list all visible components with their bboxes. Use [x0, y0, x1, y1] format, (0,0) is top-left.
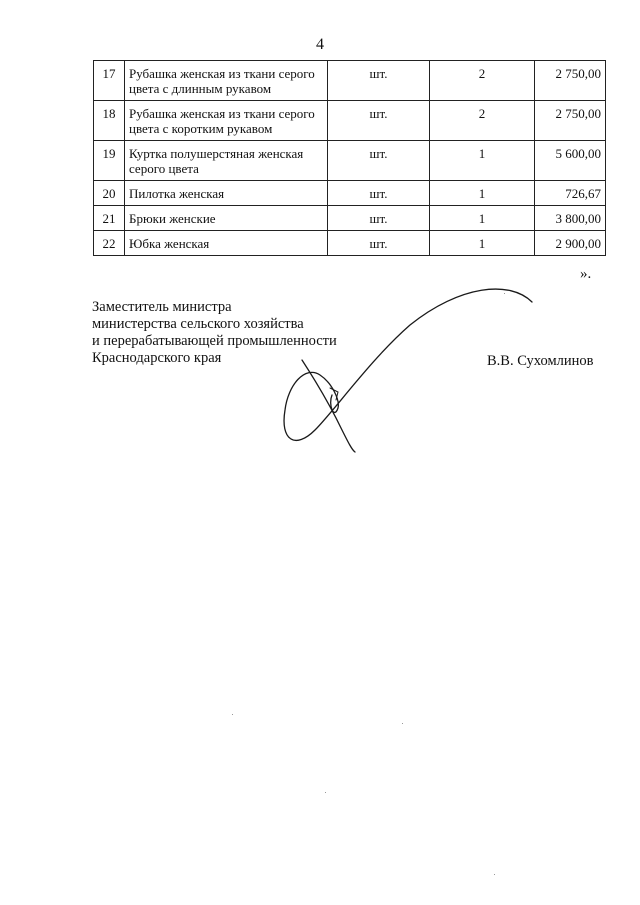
signatory-title-line: и перерабатывающей промышленности	[92, 333, 337, 349]
item-unit: шт.	[328, 206, 430, 231]
item-unit: шт.	[328, 231, 430, 256]
item-name: Юбка женская	[125, 231, 328, 256]
row-number: 18	[94, 101, 125, 141]
scan-speck	[402, 723, 403, 724]
item-price: 2 750,00	[535, 101, 606, 141]
item-unit: шт.	[328, 181, 430, 206]
item-name: Куртка полушерстяная женская серого цвета	[125, 141, 328, 181]
item-unit: шт.	[328, 101, 430, 141]
signatory-title-line: Заместитель министра	[92, 299, 232, 315]
item-name: Брюки женские	[125, 206, 328, 231]
item-price: 2 750,00	[535, 61, 606, 101]
signature-stroke	[302, 360, 355, 452]
item-price: 726,67	[535, 181, 606, 206]
item-quantity: 1	[430, 206, 535, 231]
item-name: Пилотка женская	[125, 181, 328, 206]
row-number: 20	[94, 181, 125, 206]
table-row	[94, 101, 606, 141]
item-quantity: 2	[430, 61, 535, 101]
item-unit: шт.	[328, 61, 430, 101]
closing-quote: ».	[580, 266, 592, 282]
item-name: Рубашка женская из ткани серого цвета с длинным рукавом	[125, 61, 328, 101]
scan-speck	[232, 714, 233, 715]
item-unit: шт.	[328, 141, 430, 181]
item-quantity: 1	[430, 181, 535, 206]
table-row	[94, 231, 606, 256]
scan-speck	[504, 293, 505, 294]
item-price: 5 600,00	[535, 141, 606, 181]
row-number: 21	[94, 206, 125, 231]
handwritten-signature	[260, 280, 560, 470]
scan-speck	[325, 792, 326, 793]
item-price: 3 800,00	[535, 206, 606, 231]
row-number: 19	[94, 141, 125, 181]
table-row	[94, 206, 606, 231]
table-row	[94, 141, 606, 181]
scan-speck	[494, 874, 495, 875]
row-number: 22	[94, 231, 125, 256]
table-row	[94, 181, 606, 206]
item-quantity: 1	[430, 141, 535, 181]
row-number: 17	[94, 61, 125, 101]
items-table	[93, 60, 606, 256]
item-price: 2 900,00	[535, 231, 606, 256]
item-quantity: 2	[430, 101, 535, 141]
signatory-title-line: Краснодарского края	[92, 350, 222, 366]
item-name: Рубашка женская из ткани серого цвета с коротким рукавом	[125, 101, 328, 141]
table-row	[94, 61, 606, 101]
page-number: 4	[316, 36, 324, 53]
signatory-title-line: министерства сельского хозяйства	[92, 316, 304, 332]
item-quantity: 1	[430, 231, 535, 256]
signer-name: В.В. Сухомлинов	[487, 353, 594, 369]
